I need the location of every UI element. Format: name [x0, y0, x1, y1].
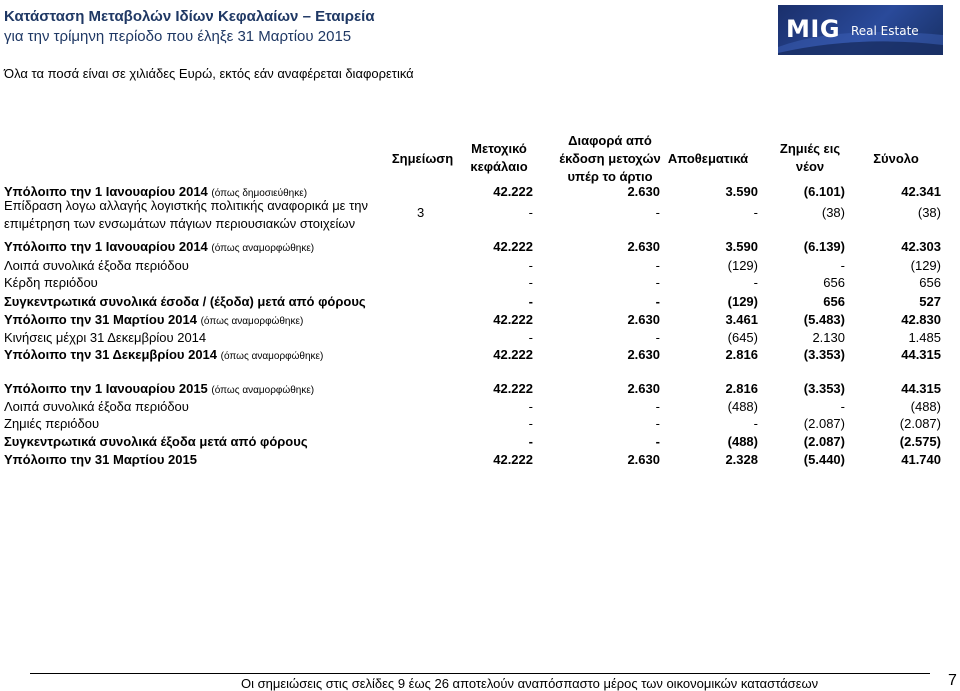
row-value: -: [655, 258, 660, 273]
row-value: (5.483): [803, 312, 845, 327]
row-value: (3.353): [803, 347, 845, 362]
row-value: -: [840, 258, 845, 273]
row-label: [4, 416, 99, 431]
row-value: -: [528, 275, 533, 290]
col-head-share-premium: Διαφορά από έκδοση μετοχών υπέρ το άρτιο: [559, 133, 661, 184]
row-value: 2.630: [627, 381, 660, 396]
row-label: [4, 330, 206, 345]
row-value: (6.139): [803, 239, 845, 254]
col-head-losses: Ζημιές εις νέον: [779, 141, 841, 174]
row-label: [4, 258, 189, 273]
row-value: 3.590: [725, 184, 758, 199]
logo-mig-text: MIG: [786, 15, 841, 43]
col-head-total: Σύνολο: [873, 151, 919, 166]
row-note-ref: 3: [417, 205, 425, 220]
row-value: (488): [727, 434, 758, 449]
row-value: (488): [910, 399, 941, 414]
row-label-text: Κέρδη περιόδου: [4, 275, 98, 290]
row-value: 1.485: [908, 330, 941, 345]
row-value: 44.315: [901, 347, 941, 362]
row-value: (488): [727, 399, 758, 414]
row-label: [4, 399, 189, 414]
row-label-text: Υπόλοιπο την 31 Μαρτίου 2015: [4, 452, 197, 467]
row-value: 42.341: [901, 184, 941, 199]
header-title: Κατάσταση Μεταβολών Ιδίων Κεφαλαίων – Εταιρεία: [4, 8, 375, 25]
row-value: -: [528, 258, 533, 273]
row-value: 3.590: [725, 239, 758, 254]
row-label-text: Λοιπά συνολικά έξοδα περιόδου: [4, 258, 189, 273]
row-value: 42.222: [493, 239, 533, 254]
row-label: [4, 275, 98, 290]
row-value: (129): [727, 258, 758, 273]
row-value: (5.440): [803, 452, 845, 467]
row-label-text: Ζημιές περιόδου: [4, 416, 100, 431]
row-value: -: [528, 294, 533, 309]
row-value: (2.575): [899, 434, 941, 449]
row-value: (38): [821, 205, 845, 220]
row-value: (129): [910, 258, 941, 273]
footer-divider: [30, 673, 930, 674]
row-value: -: [753, 416, 758, 431]
row-label-text: Επίδραση λογω αλλαγής λογιστκής πολιτικής αναφορικά με την: [4, 198, 368, 213]
row-value: -: [655, 416, 660, 431]
row-label: [4, 434, 308, 449]
row-value: 42.222: [493, 184, 533, 199]
row-value: 2.328: [725, 452, 758, 467]
row-value: 656: [823, 275, 845, 290]
row-value: (2.087): [803, 434, 845, 449]
row-value: 527: [919, 294, 941, 309]
row-value: 42.222: [493, 381, 533, 396]
row-value: 42.222: [493, 312, 533, 327]
row-label: [4, 294, 366, 309]
amounts-note: Όλα τα ποσά είναι σε χιλιάδες Ευρώ, εκτός εάν αναφέρεται διαφορετικά: [4, 66, 414, 81]
row-label-text: Κινήσεις μέχρι 31 Δεκεμβρίου 2014: [4, 330, 207, 345]
row-value: 41.740: [901, 452, 941, 467]
row-value: -: [655, 399, 660, 414]
row-label-text: Συγκεντρωτικά συνολικά έξοδα μετά από φόρους: [4, 434, 308, 449]
row-value: 42.830: [901, 312, 941, 327]
row-value: -: [753, 205, 758, 220]
row-value: 2.130: [812, 330, 845, 345]
row-value: (645): [727, 330, 758, 345]
row-value: -: [528, 434, 533, 449]
row-value: 2.630: [627, 312, 660, 327]
row-value: (3.353): [803, 381, 845, 396]
col-head-note: Σημείωση: [391, 151, 454, 166]
row-value: -: [528, 205, 533, 220]
row-label: [4, 347, 323, 362]
row-value: -: [655, 434, 660, 449]
row-value: 656: [823, 294, 845, 309]
row-value: -: [840, 399, 845, 414]
row-label: [4, 312, 303, 327]
row-value: -: [528, 399, 533, 414]
logo-realestate-text: Real Estate: [851, 24, 919, 38]
row-value: -: [655, 294, 660, 309]
col-head-reserves: Αποθεματικά: [667, 151, 749, 166]
row-value: -: [655, 330, 660, 345]
row-label-qualifier: (όπως αναμορφώθηκε): [211, 243, 315, 254]
row-value: -: [528, 416, 533, 431]
row-label-text: Υπόλοιπο την 1 Ιανουαρίου 2014: [4, 184, 208, 199]
row-value: 2.630: [627, 347, 660, 362]
row-label-text: Υπόλοιπο την 1 Ιανουαρίου 2014: [4, 239, 208, 254]
row-value: (2.087): [899, 416, 941, 431]
row-value: 42.303: [901, 239, 941, 254]
row-value: 42.222: [493, 347, 533, 362]
row-label-text: Συγκεντρωτικά συνολικά έσοδα / (έξοδα) μετά από φόρους: [4, 294, 366, 309]
row-value: 2.630: [627, 184, 660, 199]
row-value: -: [753, 275, 758, 290]
row-label: [4, 197, 368, 233]
row-value: 2.630: [627, 239, 660, 254]
row-label-qualifier: (όπως αναμορφώθηκε): [220, 351, 324, 362]
row-label-text: Υπόλοιπο την 31 Μαρτίου 2014: [4, 312, 197, 327]
company-logo: [778, 5, 943, 55]
row-value: (129): [727, 294, 758, 309]
row-label-qualifier: (όπως δημοσιεύθηκε): [211, 188, 308, 199]
row-value: 44.315: [901, 381, 941, 396]
row-label-qualifier: (όπως αναμορφώθηκε): [200, 316, 304, 327]
row-value: 42.222: [493, 452, 533, 467]
row-label-text: Υπόλοιπο την 1 Ιανουαρίου 2015: [4, 381, 208, 396]
row-value: -: [655, 275, 660, 290]
col-head-share-capital: Μετοχικό κεφάλαιο: [470, 141, 528, 174]
row-label: [4, 239, 314, 254]
header-subtitle: για την τρίμηνη περίοδο που έληξε 31 Μαρτίου 2015: [4, 28, 352, 45]
page-number: 7: [948, 672, 957, 689]
row-value: 656: [919, 275, 941, 290]
row-value: (6.101): [803, 184, 845, 199]
row-value: 3.461: [725, 312, 758, 327]
row-value: 2.816: [725, 381, 758, 396]
row-label-text-line2: επιμέτρηση των ενσωμάτων πάγιων περιουσιακών στοιχείων: [4, 216, 356, 231]
row-value: (2.087): [803, 416, 845, 431]
row-value: 2.816: [725, 347, 758, 362]
row-value: -: [528, 330, 533, 345]
row-value: 2.630: [627, 452, 660, 467]
row-value: (38): [917, 205, 941, 220]
footer-text: Οι σημειώσεις στις σελίδες 9 έως 26 αποτελούν αναπόσπαστο μέρος των οικονομικών καταστάσεων: [241, 676, 819, 691]
row-label-text: Υπόλοιπο την 31 Δεκεμβρίου 2014: [4, 347, 218, 362]
row-value: -: [655, 205, 660, 220]
row-label: [4, 452, 197, 467]
row-label-qualifier: (όπως αναμορφώθηκε): [211, 385, 315, 396]
row-label: [4, 381, 314, 396]
row-label-text: Λοιπά συνολικά έξοδα περιόδου: [4, 399, 189, 414]
